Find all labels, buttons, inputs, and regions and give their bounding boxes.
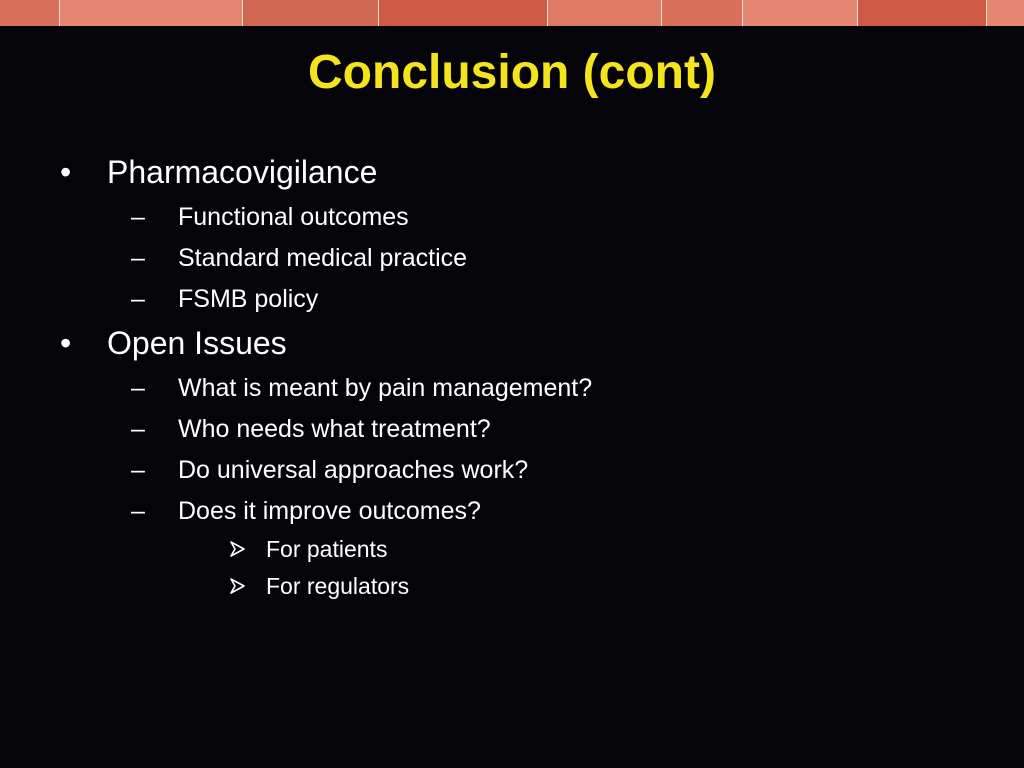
sub-bullet-text: What is meant by pain management? xyxy=(178,374,593,402)
third-level-item xyxy=(0,568,1024,605)
bullet-item xyxy=(0,150,1024,196)
arrow-check-icon xyxy=(229,577,247,595)
bullet-text: Pharmacovigilance xyxy=(107,154,378,190)
third-level-text: For patients xyxy=(266,536,388,562)
top-bar-segment xyxy=(987,0,1024,26)
top-bar-segment xyxy=(0,0,60,26)
dash-marker: – xyxy=(131,285,145,313)
sub-bullet-item xyxy=(0,367,1024,408)
sub-bullet-item xyxy=(0,237,1024,278)
decorative-top-bar xyxy=(0,0,1024,26)
sub-bullet-text: Standard medical practice xyxy=(178,244,468,272)
dash-marker: – xyxy=(131,203,145,231)
sub-bullet-text: FSMB policy xyxy=(178,285,319,313)
sub-bullet-item xyxy=(0,408,1024,449)
third-level-text: For regulators xyxy=(266,573,410,599)
top-bar-segment xyxy=(548,0,662,26)
sub-bullet-item xyxy=(0,490,1024,531)
sub-bullet-item xyxy=(0,196,1024,237)
bullet-item xyxy=(0,321,1024,367)
top-bar-segment xyxy=(662,0,743,26)
dash-marker: – xyxy=(131,456,145,484)
sub-bullet-text: Does it improve outcomes? xyxy=(178,497,481,525)
top-bar-segment xyxy=(743,0,858,26)
sub-bullet-item xyxy=(0,278,1024,319)
dash-marker: – xyxy=(131,415,145,443)
top-bar-segment xyxy=(379,0,548,26)
bullet-marker: • xyxy=(60,325,72,361)
third-level-item xyxy=(0,531,1024,568)
top-bar-segment xyxy=(60,0,243,26)
sub-bullet-text: Functional outcomes xyxy=(178,203,409,231)
slide-title: Conclusion (cont) xyxy=(308,46,716,99)
sub-bullet-text: Do universal approaches work? xyxy=(178,456,529,484)
bullet-list xyxy=(0,150,1024,605)
arrow-check-icon xyxy=(229,540,247,558)
dash-marker: – xyxy=(131,244,145,272)
bullet-text: Open Issues xyxy=(107,325,287,361)
dash-marker: – xyxy=(131,374,145,402)
top-bar-segment xyxy=(858,0,987,26)
sub-bullet-item xyxy=(0,449,1024,490)
top-bar-segment xyxy=(243,0,379,26)
bullet-marker: • xyxy=(60,154,72,190)
dash-marker: – xyxy=(131,497,145,525)
sub-bullet-text: Who needs what treatment? xyxy=(178,415,491,443)
